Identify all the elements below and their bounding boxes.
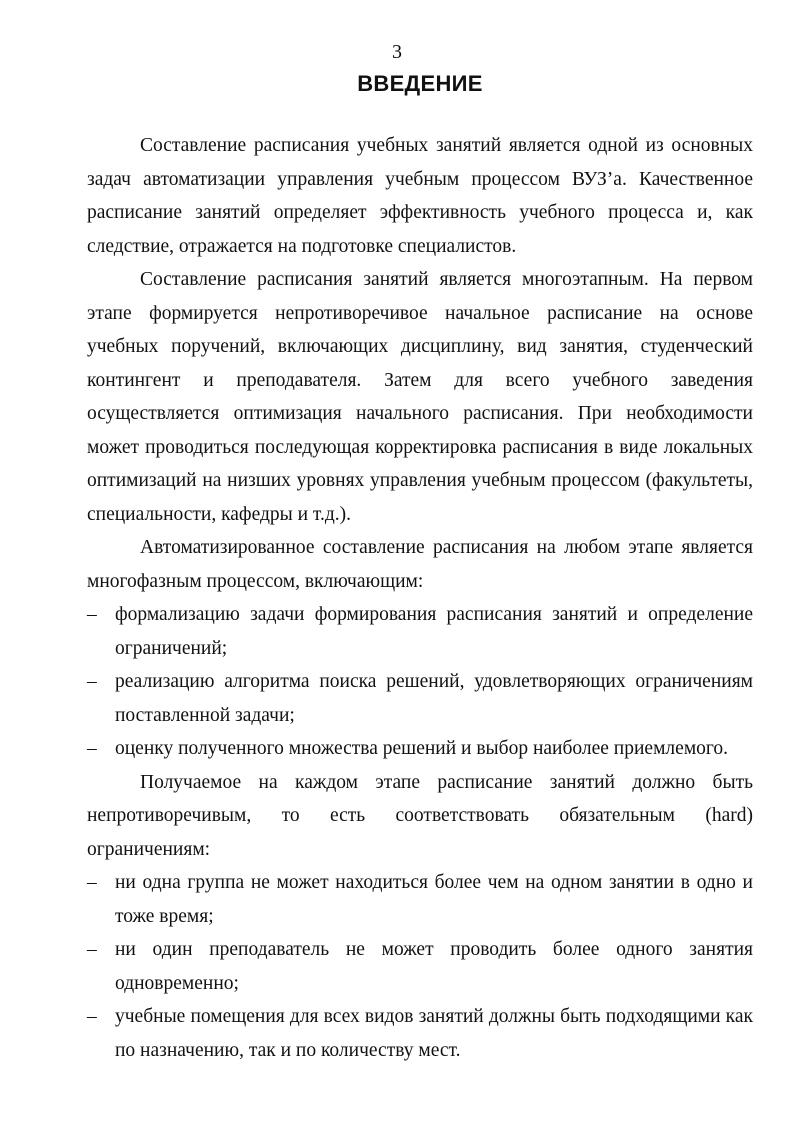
list-item: – формализацию задачи формирования расписания занятий и определение ограничений; xyxy=(87,598,753,665)
paragraph-intro: Составление расписания учебных занятий является одной из основных задач автоматизации управления учебным процессом ВУЗ’а. Качественное расписание занятий определяет эффективность учебного процесса и, как следствие, отражается на подготовке специалистов. xyxy=(87,135,753,257)
paragraph-constraints: Получаемое на каждом этапе расписание занятий должно быть непротиворечивым, то есть соответствовать обязательным (hard) ограничениям: xyxy=(87,771,753,860)
dash-bullet: – xyxy=(87,1006,97,1027)
list-phases xyxy=(87,598,753,766)
list-item: – учебные помещения для всех видов занятий должны быть подходящими как по назначению, так и по количеству мест. xyxy=(87,1000,753,1067)
list-item: – реализацию алгоритма поиска решений, удовлетворяющих ограничениям поставленной задачи; xyxy=(87,665,753,732)
dash-bullet: – xyxy=(87,604,97,625)
dash-bullet: – xyxy=(87,671,97,692)
list-item: – ни одна группа не может находиться более чем на одном занятии в одно и тоже время; xyxy=(87,866,753,933)
document-body xyxy=(87,129,753,1067)
dash-bullet: – xyxy=(87,738,97,759)
paragraph-stages: Составление расписания занятий является многоэтапным. На первом этапе формируется непротиворечивое начальное расписание на основе учебных поручений, включающих дисциплину, вид занятия, студенческий контингент и преподавателя. Затем для всего учебного заведения осуществляется оптимизация начального расписания. При необходимости может проводиться последующая корректировка расписания в виде локальных оптимизаций на низших уровнях управления учебным процессом (факультеты, специальности, кафедры и т.д.). xyxy=(87,269,753,525)
list-item: – ни один преподаватель не может проводить более одного занятия одновременно; xyxy=(87,933,753,1000)
list-item: – оценку полученного множества решений и выбор наиболее приемлемого. xyxy=(87,732,753,766)
dash-bullet: – xyxy=(87,939,97,960)
paragraph-automated: Автоматизированное составление расписания на любом этапе является многофазным процессом, включающим: xyxy=(87,537,753,592)
list-constraints xyxy=(87,866,753,1067)
section-title: ВВЕДЕНИЕ xyxy=(357,71,483,96)
dash-bullet: – xyxy=(87,872,97,893)
page-number: 3 xyxy=(392,41,402,63)
